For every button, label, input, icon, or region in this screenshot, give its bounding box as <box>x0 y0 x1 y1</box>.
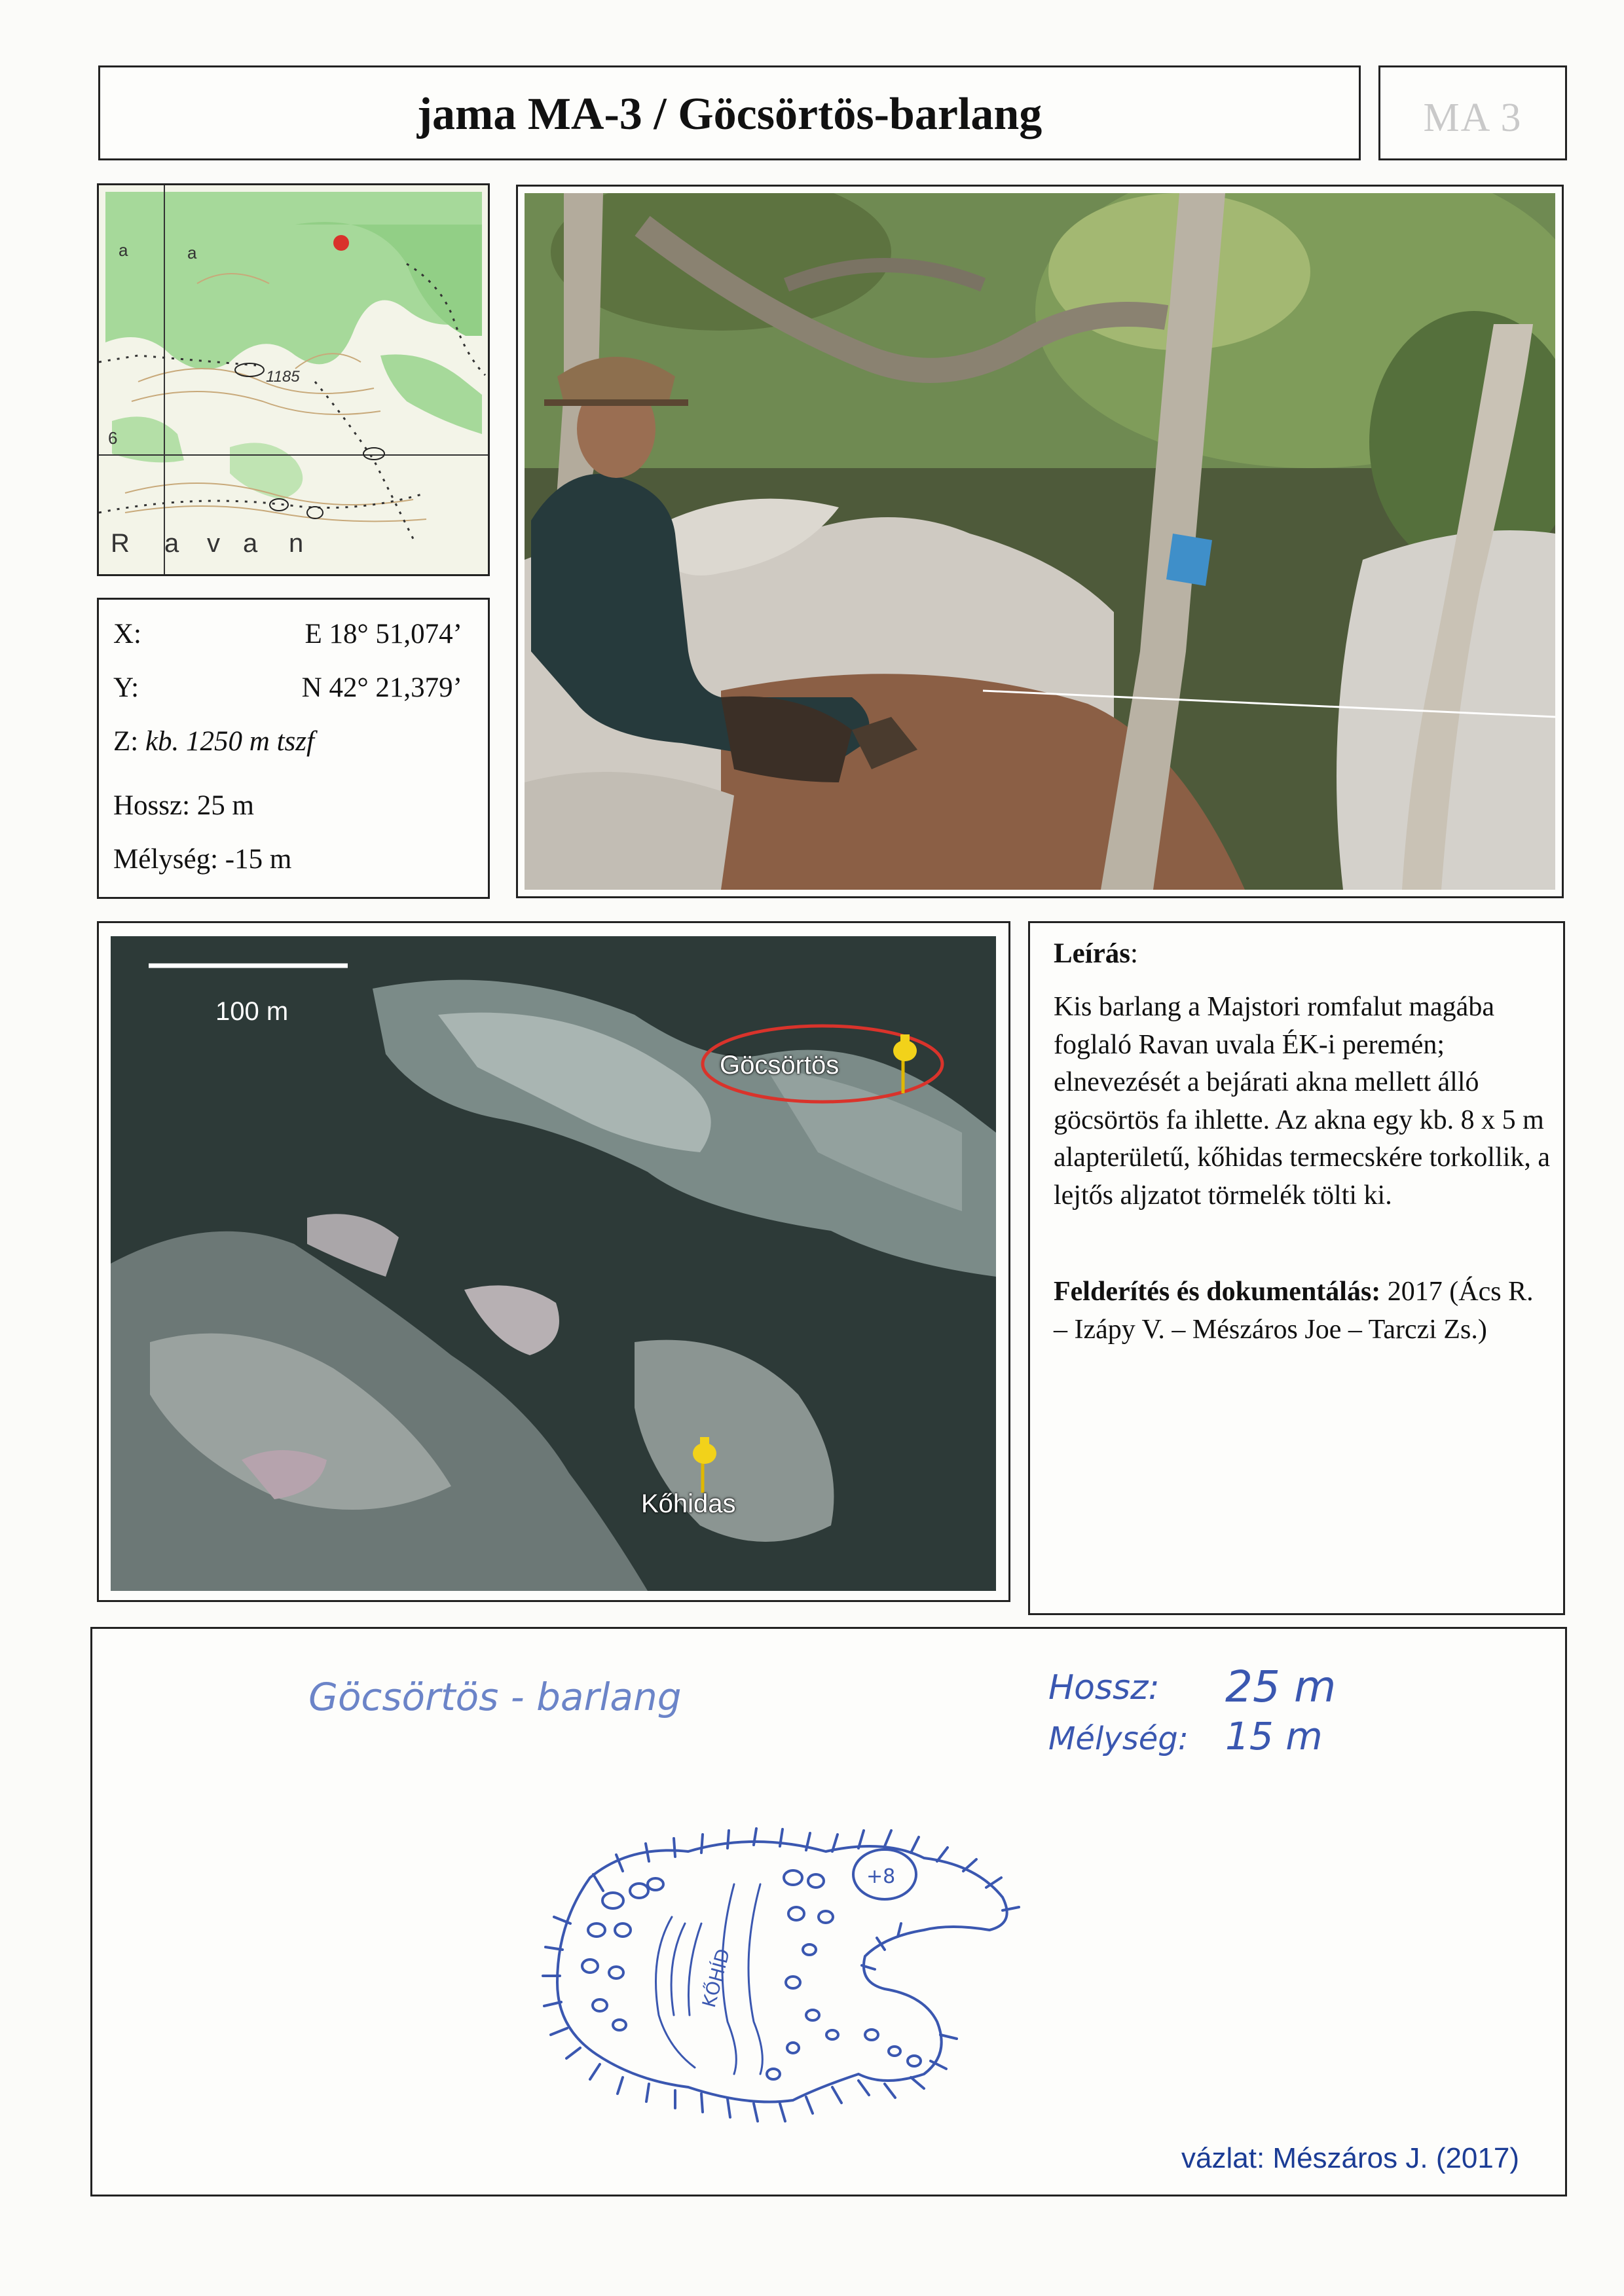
sketch-caption: vázlat: Mészáros J. (2017) <box>1181 2142 1519 2174</box>
sketch-length-label: Hossz: <box>1048 1668 1160 1707</box>
description-heading-colon: : <box>1130 938 1138 969</box>
page-title: jama MA-3 / Göcsörtös-barlang <box>416 89 1043 139</box>
cave-sketch <box>90 1627 1567 2196</box>
x-value: E 18° 51,074’ <box>304 619 462 649</box>
description-text: Kis barlang a Majstori romfalut magába foglaló Ravan uvala ÉK-i peremén; elnevezését a bejárati akna mellett álló göcsörtös fa ihlette. Az akna egy kb. 8 x 5 m alapterületű, kőhidas termecskére torkollik, a lejtős aljzatot törmelék tölti ki. <box>1054 992 1551 1211</box>
map-label: 6 <box>108 428 118 448</box>
scale-label: 100 m <box>215 997 289 1026</box>
y-label: Y: <box>113 672 139 703</box>
map-label: a <box>243 529 258 558</box>
topo-map-image <box>99 185 488 574</box>
map-label: a <box>164 529 179 558</box>
credit-text <box>1054 1273 1551 1349</box>
sketch-depth-value: 15 m <box>1225 1714 1323 1758</box>
map-label: v <box>207 529 220 558</box>
sketch-depth-marker: +8 <box>866 1865 896 1888</box>
code-box <box>1378 65 1567 160</box>
credit-label: Felderítés és dokumentálás: <box>1054 1277 1381 1307</box>
credit-value: 2017 (Ács R. – Izápy V. – Mészáros Joe – Tarczi Zs.) <box>1054 1277 1534 1345</box>
topo-map <box>97 183 490 576</box>
cave-plan-drawing <box>518 1825 1107 2133</box>
cave-code: MA 3 <box>1423 96 1522 140</box>
sketch-depth-label: Mélység: <box>1048 1721 1189 1757</box>
map-elevation-label: 1185 <box>266 368 300 386</box>
z-value: kb. 1250 m tszf <box>145 726 314 757</box>
map-label: a <box>187 243 197 263</box>
aerial-image <box>111 936 996 1591</box>
map-label: n <box>289 529 304 558</box>
sketch-title: Göcsörtös - barlang <box>308 1675 682 1719</box>
x-label: X: <box>113 619 141 649</box>
pin-label-kohidas: Kőhidas <box>641 1489 736 1518</box>
aerial-map <box>97 921 1010 1602</box>
location-dot <box>333 235 349 251</box>
pin-label-gocsortos: Göcsörtös <box>720 1051 840 1080</box>
description-heading-text: Leírás <box>1054 938 1131 969</box>
sketch-length-value: 25 m <box>1225 1662 1337 1712</box>
map-label: a <box>119 240 128 260</box>
length-value: Hossz: 25 m <box>113 790 254 821</box>
coordinates-panel <box>97 598 490 899</box>
y-value: N 42° 21,379’ <box>301 672 462 703</box>
description-heading <box>1054 938 1138 970</box>
photo-image <box>525 193 1555 890</box>
title-box <box>98 65 1361 160</box>
z-row <box>113 725 314 757</box>
map-label: R <box>111 529 130 558</box>
depth-value: Mélység: -15 m <box>113 844 292 875</box>
z-label: Z: <box>113 726 139 757</box>
entrance-photo <box>516 185 1564 898</box>
sketch-passage-label: KŐHÍD <box>697 1946 735 2010</box>
description-panel <box>1028 921 1565 1615</box>
